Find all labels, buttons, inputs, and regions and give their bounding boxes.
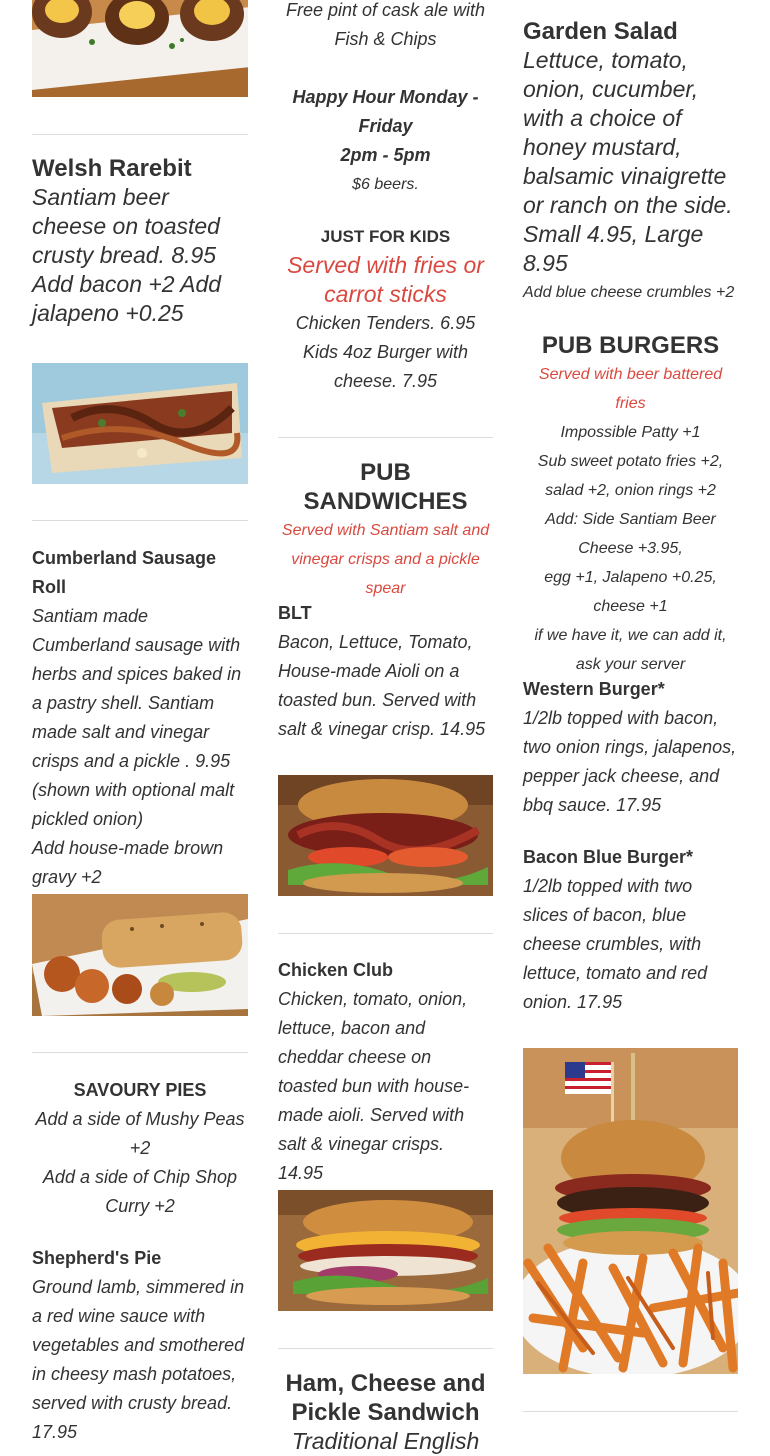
ham-cheese-item xyxy=(278,1369,493,1456)
burger-option: Sub sweet potato fries +2, salad +2, onion rings +2 xyxy=(537,453,724,499)
section-note: Served with fries or carrot sticks xyxy=(287,252,484,307)
pub-burgers-section xyxy=(523,331,738,679)
divider xyxy=(32,1052,248,1053)
item-title: Cumberland Sausage Roll xyxy=(32,548,217,597)
welsh-rarebit-item xyxy=(32,154,248,328)
scotch-egg-photo xyxy=(32,0,248,97)
menu-column-left xyxy=(32,0,248,1442)
section-note: Served with Santiam salt and vinegar crisps and a pickle spear xyxy=(281,522,490,597)
happy-hour-price: $6 beers. xyxy=(352,176,419,193)
divider xyxy=(278,933,493,934)
item-addon: Add house-made brown gravy +2 xyxy=(32,838,224,887)
divider xyxy=(32,520,248,521)
welsh-rarebit-photo xyxy=(32,363,248,484)
item-title: Western Burger* xyxy=(523,679,665,699)
item-description: Santiam beer cheese on toasted crusty bread. 8.95 xyxy=(32,184,220,268)
item-title: Garden Salad xyxy=(523,18,678,45)
sausage-roll-photo xyxy=(32,894,248,1016)
item-description: 1/2lb topped with bacon, two onion rings, jalapenos, pepper jack cheese, and bbq sauce. 17.95 xyxy=(523,708,737,815)
item-title: Shepherd's Pie xyxy=(32,1248,162,1268)
garden-salad-item xyxy=(523,17,738,307)
burger-option: if we have it, we can add it, ask your server xyxy=(534,627,727,673)
divider xyxy=(278,1348,493,1349)
happy-hour-title: Happy Hour Monday - Friday xyxy=(292,87,479,136)
bacon-blue-burger-item xyxy=(523,843,738,1017)
blt-photo xyxy=(278,775,493,896)
section-note: Served with beer battered fries xyxy=(538,366,723,412)
spacer xyxy=(278,54,493,83)
item-title: Chicken Club xyxy=(278,960,394,980)
divider xyxy=(32,134,248,135)
kids-item: Chicken Tenders. 6.95 xyxy=(295,313,476,333)
burger-option: Impossible Patty +1 xyxy=(560,424,701,441)
item-description: Traditional English xyxy=(291,1428,480,1454)
item-title: Ham, Cheese and Pickle Sandwich xyxy=(285,1370,486,1426)
burger-option: egg +1, Jalapeno +0.25, cheese +1 xyxy=(544,569,717,615)
item-description: Chicken, tomato, onion, lettuce, bacon and cheddar cheese on toasted bun with house-made aioli. Served with salt & vinegar crisps. 14.95 xyxy=(278,989,470,1183)
western-burger-item xyxy=(523,675,738,820)
kids-item: Kids 4oz Burger with cheese. 7.95 xyxy=(302,342,469,391)
item-addons: Add bacon +2 Add jalapeno +0.25 xyxy=(32,271,222,326)
promo-line: Free pint of cask ale with Fish & Chips xyxy=(285,0,486,49)
section-heading: JUST FOR KIDS xyxy=(320,227,451,246)
item-title: Bacon Blue Burger* xyxy=(523,847,694,867)
section-heading: SAVOURY PIES xyxy=(73,1080,207,1100)
section-heading: PUB BURGERS xyxy=(541,332,720,359)
divider xyxy=(278,437,493,438)
item-description: Lettuce, tomato, onion, cucumber, with a choice of honey mustard, balsamic vinaigrette or ranch on the side. Small 4.95, Large 8.95 xyxy=(523,47,733,276)
item-description: Bacon, Lettuce, Tomato, House-made Aioli on a toasted bun. Served with salt & vinegar crisp. 14.95 xyxy=(278,632,486,739)
pub-sandwiches-section xyxy=(278,458,493,603)
item-description: Santiam made Cumberland sausage with herbs and spices baked in a pastry shell. Santiam made salt and vinegar crisps and a pickle . 9.95 (shown with optional malt pickled onion) xyxy=(32,606,242,829)
item-addon: Add blue cheese crumbles +2 xyxy=(523,284,735,301)
item-title: BLT xyxy=(278,603,312,623)
chicken-club-photo xyxy=(278,1190,493,1311)
savoury-pies-section xyxy=(32,1076,248,1221)
kids-section xyxy=(278,222,493,396)
divider xyxy=(523,1411,738,1412)
blt-item xyxy=(278,599,493,744)
shepherds-pie-item xyxy=(32,1244,248,1447)
item-title: Welsh Rarebit xyxy=(32,155,192,182)
menu-column-middle xyxy=(278,0,493,1454)
happy-hour-time: 2pm - 5pm xyxy=(340,145,431,165)
item-description: Ground lamb, simmered in a red wine sauce with vegetables and smothered in cheesy mash potatoes, served with crusty bread. 17.95 xyxy=(32,1277,245,1442)
promo-block xyxy=(278,0,493,199)
burger-option: Add: Side Santiam Beer Cheese +3.95, xyxy=(545,511,716,557)
cumberland-sausage-item xyxy=(32,544,248,892)
menu-column-right xyxy=(523,0,738,1436)
side-option: Add a side of Mushy Peas +2 xyxy=(35,1109,245,1158)
side-option: Add a side of Chip Shop Curry +2 xyxy=(42,1167,238,1216)
burger-photo xyxy=(523,1048,738,1374)
item-description: 1/2lb topped with two slices of bacon, blue cheese crumbles, with lettuce, tomato and red onion. 17.95 xyxy=(523,876,708,1012)
section-heading: PUB SANDWICHES xyxy=(303,459,468,515)
chicken-club-item xyxy=(278,956,493,1188)
